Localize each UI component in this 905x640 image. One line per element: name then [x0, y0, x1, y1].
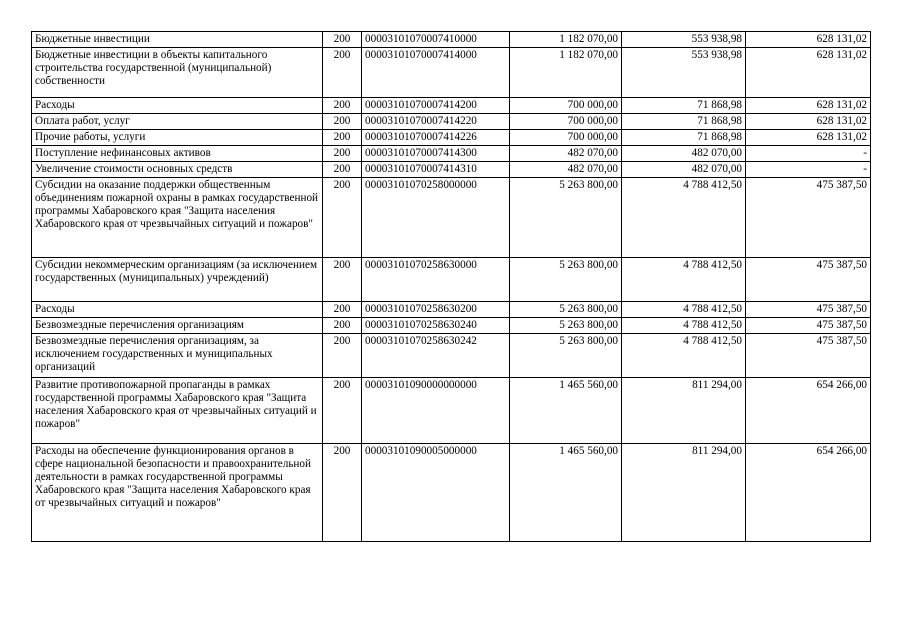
budget-classification-code-cell: 00003101070007414310: [362, 162, 510, 178]
unexecuted-amount-cell: 475 387,50: [746, 178, 871, 258]
table-row: [32, 334, 871, 378]
table-row: [32, 32, 871, 48]
expense-name-cell: Субсидии на оказание поддержки общественным объединениям пожарной охраны в рамках государственной программы Хабаровского края "Защита населения Хабаровского края от чрезвычайных ситуаций и пожаров": [32, 178, 323, 258]
executed-amount-cell: 71 868,98: [622, 130, 746, 146]
budget-execution-table: [31, 31, 871, 542]
table-row: [32, 162, 871, 178]
unexecuted-amount-cell: 628 131,02: [746, 114, 871, 130]
unexecuted-amount-cell: 654 266,00: [746, 444, 871, 542]
budget-classification-code-cell: 00003101070007414000: [362, 48, 510, 98]
expense-name-cell: Безвозмездные перечисления организациям: [32, 318, 323, 334]
expense-name-cell: Прочие работы, услуги: [32, 130, 323, 146]
approved-amount-cell: 482 070,00: [510, 146, 622, 162]
table-row: [32, 302, 871, 318]
executed-amount-cell: 553 938,98: [622, 32, 746, 48]
expense-name-cell: Поступление нефинансовых активов: [32, 146, 323, 162]
executed-amount-cell: 4 788 412,50: [622, 178, 746, 258]
budget-classification-code-cell: 00003101070258630242: [362, 334, 510, 378]
unexecuted-amount-cell: 654 266,00: [746, 378, 871, 444]
expense-name-cell: Расходы: [32, 302, 323, 318]
expense-name-cell: Увеличение стоимости основных средств: [32, 162, 323, 178]
unexecuted-amount-cell: -: [746, 146, 871, 162]
line-code-cell: 200: [323, 146, 362, 162]
executed-amount-cell: 482 070,00: [622, 162, 746, 178]
line-code-cell: 200: [323, 258, 362, 302]
line-code-cell: 200: [323, 444, 362, 542]
executed-amount-cell: 4 788 412,50: [622, 258, 746, 302]
unexecuted-amount-cell: 628 131,02: [746, 48, 871, 98]
budget-classification-code-cell: 00003101070007414226: [362, 130, 510, 146]
line-code-cell: 200: [323, 318, 362, 334]
executed-amount-cell: 482 070,00: [622, 146, 746, 162]
unexecuted-amount-cell: 475 387,50: [746, 334, 871, 378]
approved-amount-cell: 1 465 560,00: [510, 444, 622, 542]
line-code-cell: 200: [323, 302, 362, 318]
table-row: [32, 444, 871, 542]
approved-amount-cell: 5 263 800,00: [510, 258, 622, 302]
budget-classification-code-cell: 00003101070258000000: [362, 178, 510, 258]
approved-amount-cell: 1 465 560,00: [510, 378, 622, 444]
budget-classification-code-cell: 00003101070258630240: [362, 318, 510, 334]
table-row: [32, 318, 871, 334]
budget-classification-code-cell: 00003101070007414300: [362, 146, 510, 162]
budget-classification-code-cell: 00003101070007410000: [362, 32, 510, 48]
approved-amount-cell: 5 263 800,00: [510, 178, 622, 258]
line-code-cell: 200: [323, 178, 362, 258]
unexecuted-amount-cell: 475 387,50: [746, 258, 871, 302]
table-body: [32, 32, 871, 542]
unexecuted-amount-cell: 475 387,50: [746, 302, 871, 318]
unexecuted-amount-cell: 628 131,02: [746, 98, 871, 114]
line-code-cell: 200: [323, 114, 362, 130]
executed-amount-cell: 4 788 412,50: [622, 334, 746, 378]
table-row: [32, 378, 871, 444]
line-code-cell: 200: [323, 48, 362, 98]
executed-amount-cell: 811 294,00: [622, 378, 746, 444]
unexecuted-amount-cell: 628 131,02: [746, 130, 871, 146]
budget-classification-code-cell: 00003101090005000000: [362, 444, 510, 542]
budget-classification-code-cell: 00003101070007414200: [362, 98, 510, 114]
budget-classification-code-cell: 00003101070258630000: [362, 258, 510, 302]
approved-amount-cell: 5 263 800,00: [510, 318, 622, 334]
line-code-cell: 200: [323, 378, 362, 444]
executed-amount-cell: 4 788 412,50: [622, 302, 746, 318]
expense-name-cell: Субсидии некоммерческим организациям (за исключением государственных (муниципальных) учреждений): [32, 258, 323, 302]
table-row: [32, 258, 871, 302]
line-code-cell: 200: [323, 32, 362, 48]
expense-name-cell: Оплата работ, услуг: [32, 114, 323, 130]
line-code-cell: 200: [323, 130, 362, 146]
approved-amount-cell: 482 070,00: [510, 162, 622, 178]
budget-classification-code-cell: 00003101070258630200: [362, 302, 510, 318]
expense-name-cell: Бюджетные инвестиции в объекты капитального строительства государственной (муниципальной) собственности: [32, 48, 323, 98]
budget-classification-code-cell: 00003101090000000000: [362, 378, 510, 444]
table-row: [32, 98, 871, 114]
approved-amount-cell: 700 000,00: [510, 114, 622, 130]
expense-name-cell: Расходы: [32, 98, 323, 114]
expense-name-cell: Расходы на обеспечение функционирования органов в сфере национальной безопасности и правоохранительной деятельности в рамках государственной программы Хабаровского края "Защита населения Хабаровского края от чрезвычайных ситуаций и пожаров": [32, 444, 323, 542]
approved-amount-cell: 5 263 800,00: [510, 334, 622, 378]
approved-amount-cell: 700 000,00: [510, 130, 622, 146]
unexecuted-amount-cell: -: [746, 162, 871, 178]
expense-name-cell: Безвозмездные перечисления организациям, за исключением государственных и муниципальных организаций: [32, 334, 323, 378]
executed-amount-cell: 71 868,98: [622, 98, 746, 114]
unexecuted-amount-cell: 475 387,50: [746, 318, 871, 334]
expense-name-cell: Развитие противопожарной пропаганды в рамках государственной программы Хабаровского края "Защита населения Хабаровского края от чрезвычайных ситуаций и пожаров": [32, 378, 323, 444]
approved-amount-cell: 700 000,00: [510, 98, 622, 114]
budget-classification-code-cell: 00003101070007414220: [362, 114, 510, 130]
expense-name-cell: Бюджетные инвестиции: [32, 32, 323, 48]
table-row: [32, 130, 871, 146]
line-code-cell: 200: [323, 334, 362, 378]
line-code-cell: 200: [323, 162, 362, 178]
executed-amount-cell: 553 938,98: [622, 48, 746, 98]
executed-amount-cell: 811 294,00: [622, 444, 746, 542]
approved-amount-cell: 1 182 070,00: [510, 48, 622, 98]
executed-amount-cell: 71 868,98: [622, 114, 746, 130]
table-row: [32, 48, 871, 98]
line-code-cell: 200: [323, 98, 362, 114]
executed-amount-cell: 4 788 412,50: [622, 318, 746, 334]
table-row: [32, 114, 871, 130]
unexecuted-amount-cell: 628 131,02: [746, 32, 871, 48]
approved-amount-cell: 5 263 800,00: [510, 302, 622, 318]
approved-amount-cell: 1 182 070,00: [510, 32, 622, 48]
table-row: [32, 178, 871, 258]
table-row: [32, 146, 871, 162]
